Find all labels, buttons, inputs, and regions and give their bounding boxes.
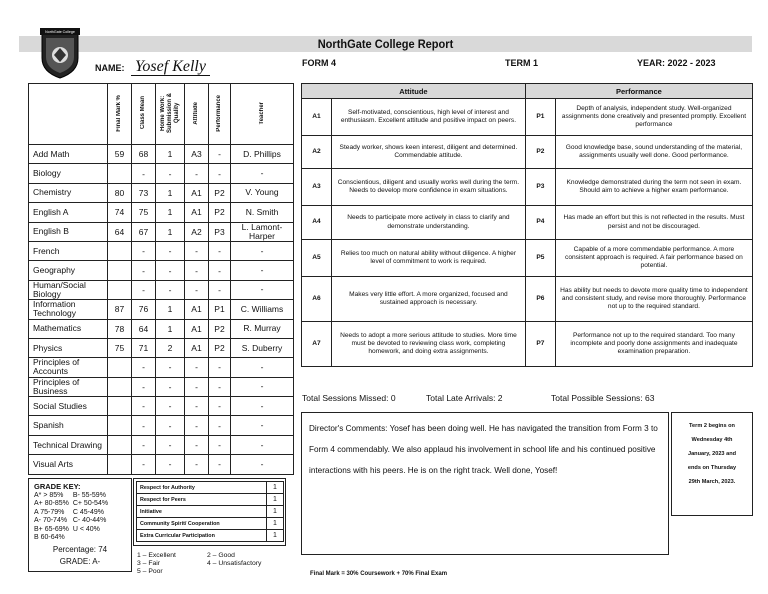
subject-perf: - — [209, 280, 231, 299]
subject-hw: 1 — [156, 203, 185, 222]
grade-key-item: C+ 50-54% — [72, 500, 109, 508]
a-code: A4 — [302, 206, 332, 240]
a-code: A5 — [302, 240, 332, 277]
a-code: A2 — [302, 136, 332, 169]
subject-name: Human/Social Biology — [29, 280, 108, 299]
subject-name: Geography — [29, 261, 108, 280]
subject-teacher: - — [231, 358, 294, 377]
subject-name: Technical Drawing — [29, 435, 108, 454]
final-grade: GRADE: A- — [59, 557, 101, 567]
term-line: ends on Thursday — [687, 465, 737, 471]
subject-row — [29, 203, 294, 222]
subject-att: A1 — [185, 203, 209, 222]
descriptors-table — [301, 83, 753, 367]
sessions-missed: Total Sessions Missed: 0 — [302, 393, 396, 403]
legend-item: 4 – Unsatisfactory — [207, 560, 262, 567]
subject-final: 64 — [108, 222, 132, 241]
subject-hw: - — [156, 280, 185, 299]
subject-teacher: - — [231, 377, 294, 396]
subject-row — [29, 455, 294, 474]
subject-final — [108, 435, 132, 454]
subject-att: - — [185, 261, 209, 280]
name-label: NAME: — [95, 63, 125, 73]
behaviour-value: 1 — [267, 494, 284, 506]
subject-name: Principles of Business — [29, 377, 108, 396]
subject-teacher: L. Lamont-Harper — [231, 222, 294, 241]
subject-final — [108, 241, 132, 260]
subject-name: Visual Arts — [29, 455, 108, 474]
performance-column-header: Performance — [525, 84, 752, 99]
behaviour-value: 1 — [267, 482, 284, 494]
subject-teacher: - — [231, 164, 294, 183]
grade-key — [28, 478, 132, 572]
subject-teacher: D. Phillips — [231, 145, 294, 164]
subject-row — [29, 319, 294, 338]
subject-mean: - — [132, 241, 156, 260]
behaviour-row — [137, 518, 284, 530]
a-code: A7 — [302, 322, 332, 367]
subject-name: Spanish — [29, 416, 108, 435]
p-text: Depth of analysis, independent study. Well-organized assignments done creatively and presented promptly. Excellent performance — [555, 99, 752, 136]
subject-perf: P2 — [209, 183, 231, 202]
subject-hw: - — [156, 241, 185, 260]
subject-hw: - — [156, 164, 185, 183]
descriptor-row — [302, 99, 753, 136]
term-info-box — [671, 412, 753, 516]
subject-final — [108, 455, 132, 474]
behaviour-value: 1 — [267, 506, 284, 518]
subject-perf: P2 — [209, 319, 231, 338]
grade-key-item: A+ 80-85% — [34, 500, 69, 508]
grade-key-item: U < 40% — [72, 525, 100, 533]
subject-name: Principles of Accounts — [29, 358, 108, 377]
descriptor-row — [302, 322, 753, 367]
subject-teacher: R. Murray — [231, 319, 294, 338]
behaviour-label: Respect for Authority — [137, 482, 267, 494]
subject-mean: 71 — [132, 338, 156, 357]
a-code: A6 — [302, 277, 332, 322]
subject-teacher: N. Smith — [231, 203, 294, 222]
descriptor-row — [302, 277, 753, 322]
homework-header: Home Work: Submission & Quality — [159, 93, 180, 134]
subject-row — [29, 145, 294, 164]
crest-text: NorthGate College — [45, 30, 75, 34]
a-text: Relies too much on natural ability without diligence. A higher level of commitment to work is required. — [332, 240, 526, 277]
subject-final: 74 — [108, 203, 132, 222]
subject-perf: - — [209, 435, 231, 454]
a-code: A3 — [302, 169, 332, 206]
behaviour-label: Initiative — [137, 506, 267, 518]
descriptor-row — [302, 206, 753, 240]
subject-att: A2 — [185, 222, 209, 241]
term-line: 29th March, 2023. — [688, 479, 736, 485]
grade-key-item: B- 55-59% — [72, 492, 106, 499]
subject-final: 78 — [108, 319, 132, 338]
p-code: P1 — [525, 99, 555, 136]
legend-item: 2 – Good — [207, 552, 235, 559]
subject-hw: 1 — [156, 183, 185, 202]
subject-perf: - — [209, 377, 231, 396]
subject-name: Physics — [29, 338, 108, 357]
a-text: Steady worker, shows keen interest, diligent and determined. Commendable attitude. — [332, 136, 526, 169]
subject-row — [29, 397, 294, 416]
subject-row — [29, 241, 294, 260]
legend-item: 1 – Excellent — [137, 552, 176, 559]
subject-name: Information Technology — [29, 300, 108, 319]
legend-item: 3 – Fair — [137, 560, 161, 567]
p-code: P5 — [525, 240, 555, 277]
late-arrivals: Total Late Arrivals: 2 — [426, 393, 503, 403]
p-code: P3 — [525, 169, 555, 206]
a-text: Self-motivated, conscientious, high level of interest and enthusiasm. Excellent attitude and positive impact on peers. — [332, 99, 526, 136]
subjects-table — [28, 83, 294, 475]
subject-mean: 68 — [132, 145, 156, 164]
directors-comments: Director's Comments: Yosef has been doing well. He has navigated the transition from Form 3 to Form 4 commendably. We also applaud his involvement in school life and his continued positive interactions with his peers. He is on the right track. Well done, Yosef! — [301, 412, 669, 555]
page-title: NorthGate College Report — [317, 37, 454, 51]
subject-teacher: - — [231, 416, 294, 435]
subject-perf: - — [209, 164, 231, 183]
subject-final: 75 — [108, 338, 132, 357]
subject-final: 59 — [108, 145, 132, 164]
subject-row — [29, 280, 294, 299]
behaviour-row — [137, 482, 284, 494]
subject-final — [108, 164, 132, 183]
subject-hw: - — [156, 261, 185, 280]
subject-teacher: - — [231, 280, 294, 299]
subject-perf: - — [209, 416, 231, 435]
subject-row — [29, 416, 294, 435]
behaviour-label: Extra Curricular Participation — [137, 530, 267, 542]
subject-hw: 1 — [156, 222, 185, 241]
subject-name: Chemistry — [29, 183, 108, 202]
subject-att: A3 — [185, 145, 209, 164]
subject-att: A1 — [185, 183, 209, 202]
subject-final — [108, 397, 132, 416]
subject-perf: - — [209, 145, 231, 164]
subject-mean: - — [132, 164, 156, 183]
subject-mean: - — [132, 455, 156, 474]
term-line: Term 2 begins on — [689, 423, 735, 429]
subject-teacher: - — [231, 455, 294, 474]
student-name: Yosef Kelly — [131, 58, 210, 76]
subject-mean: 64 — [132, 319, 156, 338]
subject-hw: - — [156, 397, 185, 416]
subject-header — [29, 84, 108, 145]
subject-mean: - — [132, 377, 156, 396]
subject-hw: 1 — [156, 319, 185, 338]
subject-name: French — [29, 241, 108, 260]
behaviour-label: Respect for Peers — [137, 494, 267, 506]
subject-row — [29, 358, 294, 377]
p-code: P4 — [525, 206, 555, 240]
subject-perf: P1 — [209, 300, 231, 319]
subject-att: A1 — [185, 300, 209, 319]
subject-hw: 1 — [156, 145, 185, 164]
subject-final: 80 — [108, 183, 132, 202]
class-mean-header: Class Mean — [140, 96, 146, 130]
subject-att: - — [185, 358, 209, 377]
subject-perf: P2 — [209, 203, 231, 222]
form-label: FORM 4 — [302, 58, 337, 68]
possible-sessions: Total Possible Sessions: 63 — [551, 393, 655, 403]
subject-att: A1 — [185, 319, 209, 338]
subject-name: Mathematics — [29, 319, 108, 338]
subject-final: 87 — [108, 300, 132, 319]
subject-mean: - — [132, 261, 156, 280]
performance-header: Performance — [216, 94, 222, 132]
subject-att: - — [185, 377, 209, 396]
grade-key-item: A 75-79% — [34, 508, 65, 516]
grade-key-item: C 45-49% — [72, 508, 104, 516]
p-code: P6 — [525, 277, 555, 322]
subject-row — [29, 377, 294, 396]
subject-teacher: S. Duberry — [231, 338, 294, 357]
descriptor-row — [302, 240, 753, 277]
subject-hw: - — [156, 435, 185, 454]
attitude-header: Attitude — [193, 101, 199, 125]
p-code: P2 — [525, 136, 555, 169]
term-line: January, 2023 and — [687, 451, 737, 457]
subject-row — [29, 164, 294, 183]
subject-row — [29, 435, 294, 454]
final-mark-formula: Final Mark = 30% Coursework + 70% Final Exam — [310, 571, 448, 577]
attitude-column-header: Attitude — [302, 84, 526, 99]
subject-row — [29, 183, 294, 202]
subject-final — [108, 377, 132, 396]
behaviour-row — [137, 530, 284, 542]
subject-att: A1 — [185, 338, 209, 357]
grade-key-item: B 60-64% — [34, 534, 65, 542]
subject-att: - — [185, 164, 209, 183]
subject-att: - — [185, 455, 209, 474]
subject-perf: - — [209, 397, 231, 416]
behaviour-legend — [137, 552, 277, 576]
subject-perf: - — [209, 261, 231, 280]
college-crest-icon — [38, 28, 82, 80]
p-text: Has ability but needs to devote more quality time to independent and consistent study, and revise more thoroughly. Performance not up to the required standard. — [555, 277, 752, 322]
p-text: Good knowledge base, sound understanding of the material, assignments usually well done. Good performance. — [555, 136, 752, 169]
subject-perf: P3 — [209, 222, 231, 241]
subject-final — [108, 416, 132, 435]
a-text: Makes very little effort. A more organized, focused and sustained approach is necessary. — [332, 277, 526, 322]
subject-teacher: - — [231, 261, 294, 280]
grade-key-item: C- 40-44% — [72, 517, 107, 525]
subject-perf: - — [209, 358, 231, 377]
subject-teacher: V. Young — [231, 183, 294, 202]
behaviour-row — [137, 494, 284, 506]
behaviour-table — [136, 481, 284, 542]
subject-hw: 1 — [156, 300, 185, 319]
teacher-header: Teacher — [258, 101, 265, 125]
grade-key-item: A- 70-74% — [34, 517, 68, 525]
subject-name: English A — [29, 203, 108, 222]
subject-name: English B — [29, 222, 108, 241]
subject-row — [29, 261, 294, 280]
subject-row — [29, 338, 294, 357]
subject-hw: - — [156, 358, 185, 377]
subject-mean: 73 — [132, 183, 156, 202]
subject-mean: - — [132, 416, 156, 435]
a-text: Conscientious, diligent and usually works well during the term. Needs to develop more confidence in exam situations. — [332, 169, 526, 206]
subject-mean: 67 — [132, 222, 156, 241]
subject-mean: - — [132, 358, 156, 377]
subject-att: - — [185, 241, 209, 260]
subject-mean: - — [132, 435, 156, 454]
subject-teacher: C. Williams — [231, 300, 294, 319]
subject-teacher: - — [231, 241, 294, 260]
percentage: Percentage: 74 — [52, 545, 108, 555]
subject-perf: P2 — [209, 338, 231, 357]
grade-key-item: A* > 85% — [34, 492, 64, 499]
a-text: Needs to adopt a more serious attitude to studies. More time must be devoted to reviewing class work, completing homework, and doing extra assignments. — [332, 322, 526, 367]
term-line: Wednesday 4th — [691, 437, 733, 443]
subject-final — [108, 261, 132, 280]
final-mark-header: Final Mark % — [116, 94, 122, 132]
subject-att: - — [185, 416, 209, 435]
subject-mean: 75 — [132, 203, 156, 222]
descriptor-row — [302, 136, 753, 169]
subject-mean: 76 — [132, 300, 156, 319]
legend-item: 5 – Poor — [137, 568, 163, 575]
subject-att: - — [185, 435, 209, 454]
behaviour-row — [137, 506, 284, 518]
subject-name: Social Studies — [29, 397, 108, 416]
subject-mean: - — [132, 280, 156, 299]
subject-perf: - — [209, 241, 231, 260]
subject-att: - — [185, 280, 209, 299]
year-label: YEAR: 2022 - 2023 — [637, 58, 716, 68]
p-text: Performance not up to the required standard. Too many incomplete and poorly done assignments and inadequate examination preparation. — [555, 322, 752, 367]
a-text: Needs to participate more actively in class to clarify and demonstrate understanding. — [332, 206, 526, 240]
subject-teacher: - — [231, 435, 294, 454]
behaviour-label: Community Spirit/ Cooperation — [137, 518, 267, 530]
subject-perf: - — [209, 455, 231, 474]
subject-hw: - — [156, 416, 185, 435]
grade-key-title: GRADE KEY: — [34, 482, 81, 491]
grade-key-item: B+ 65-69% — [34, 525, 69, 533]
subject-final — [108, 358, 132, 377]
p-text: Knowledge demonstrated during the term not seen in exam. Should aim to achieve a higher exam performance. — [555, 169, 752, 206]
a-code: A1 — [302, 99, 332, 136]
behaviour-value: 1 — [267, 530, 284, 542]
p-text: Has made an effort but this is not reflected in the results. Must persist and not be discouraged. — [555, 206, 752, 240]
subject-att: - — [185, 397, 209, 416]
subject-teacher: - — [231, 397, 294, 416]
p-text: Capable of a more commendable performance. A more consistent approach is required. A fair performance based on potential. — [555, 240, 752, 277]
subject-mean: - — [132, 397, 156, 416]
subject-name: Add Math — [29, 145, 108, 164]
subject-final — [108, 280, 132, 299]
subject-row — [29, 300, 294, 319]
subject-row — [29, 222, 294, 241]
p-code: P7 — [525, 322, 555, 367]
subject-hw: 2 — [156, 338, 185, 357]
term-label: TERM 1 — [505, 58, 539, 68]
descriptor-row — [302, 169, 753, 206]
behaviour-value: 1 — [267, 518, 284, 530]
subject-hw: - — [156, 455, 185, 474]
subject-hw: - — [156, 377, 185, 396]
subject-name: Biology — [29, 164, 108, 183]
